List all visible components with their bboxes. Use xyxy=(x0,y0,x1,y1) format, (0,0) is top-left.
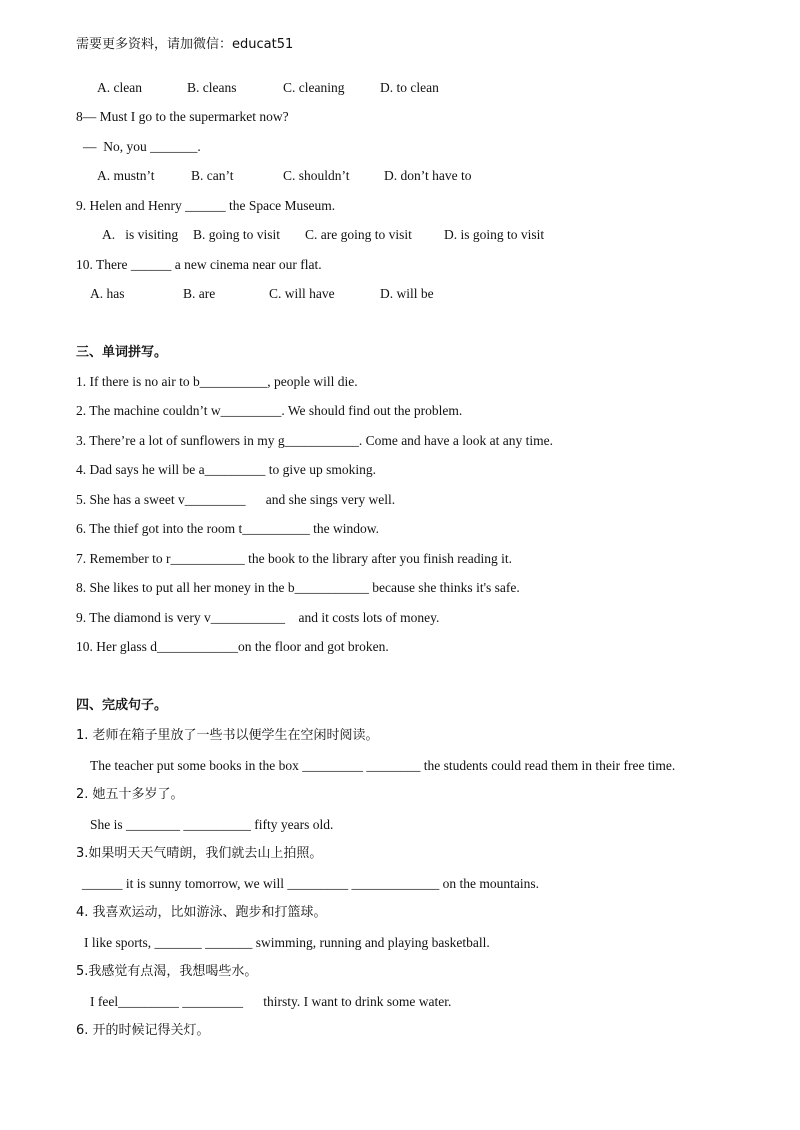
q10-option-b: B. are xyxy=(183,286,216,301)
spelling-item: 7. Remember to r___________ the book to the library after you finish reading it. xyxy=(76,551,513,566)
spelling-item: 2. The machine couldn’t w_________. We should find out the problem. xyxy=(76,403,463,418)
sentence-prompt-cn: 5.我感觉有点渴，我想喝些水。 xyxy=(76,964,258,979)
spelling-item: 3. There’re a lot of sunflowers in my g___________. Come and have a look at any time. xyxy=(76,433,554,448)
q9-option-a: A. is visiting xyxy=(102,227,179,242)
q10-option-a: A. has xyxy=(90,286,125,301)
sentence-fill-en: She is ________ __________ fifty years old. xyxy=(90,817,334,832)
sentence-fill-en: ______ it is sunny tomorrow, we will _________ _____________ on the mountains. xyxy=(82,876,539,891)
q9-option-c: C. are going to visit xyxy=(305,227,412,242)
spelling-item: 1. If there is no air to b__________, people will die. xyxy=(76,374,358,389)
q8-reply: — No, you _______. xyxy=(83,139,201,154)
page-header: 需要更多资料，请加微信：educat51 xyxy=(76,37,294,52)
section4-title: 四、完成句子。 xyxy=(76,698,168,713)
sentence-prompt-cn: 1. 老师在箱子里放了一些书以便学生在空闲时阅读。 xyxy=(76,728,379,743)
q9-stem: 9. Helen and Henry ______ the Space Museum. xyxy=(76,198,336,213)
q10-option-d: D. will be xyxy=(380,286,434,301)
sentence-fill-en: I like sports, _______ _______ swimming, running and playing basketball. xyxy=(84,935,490,950)
spelling-item: 9. The diamond is very v___________ and it costs lots of money. xyxy=(76,610,440,625)
sentence-fill-en: I feel_________ _________ thirsty. I want to drink some water. xyxy=(90,994,452,1009)
q8-option-b: B. can’t xyxy=(191,168,234,183)
sentence-prompt-cn: 6. 开的时候记得关灯。 xyxy=(76,1023,210,1038)
q10-stem: 10. There ______ a new cinema near our flat. xyxy=(76,257,322,272)
q7-option-b: B. cleans xyxy=(187,80,237,95)
spelling-item: 4. Dad says he will be a_________ to give up smoking. xyxy=(76,462,376,477)
section3-title: 三、单词拼写。 xyxy=(76,345,168,360)
q8-option-a: A. mustn’t xyxy=(97,168,155,183)
q9-option-b: B. going to visit xyxy=(193,227,281,242)
q8-stem: 8— Must I go to the supermarket now? xyxy=(76,109,289,124)
spelling-item: 6. The thief got into the room t__________ the window. xyxy=(76,521,379,536)
sentence-prompt-cn: 4. 我喜欢运动，比如游泳、跑步和打篮球。 xyxy=(76,905,327,920)
sentence-prompt-cn: 2. 她五十多岁了。 xyxy=(76,787,184,802)
q7-option-d: D. to clean xyxy=(380,80,439,95)
q8-option-c: C. shouldn’t xyxy=(283,168,350,183)
spelling-item: 10. Her glass d____________on the floor and got broken. xyxy=(76,639,389,654)
spelling-item: 8. She likes to put all her money in the b___________ because she thinks it's safe. xyxy=(76,580,520,595)
q9-option-d: D. is going to visit xyxy=(444,227,545,242)
q8-option-d: D. don’t have to xyxy=(384,168,472,183)
q10-option-c: C. will have xyxy=(269,286,335,301)
sentence-prompt-cn: 3.如果明天天气晴朗，我们就去山上拍照。 xyxy=(76,846,323,861)
q7-option-c: C. cleaning xyxy=(283,80,345,95)
q7-option-a: A. clean xyxy=(97,80,142,95)
sentence-fill-en: The teacher put some books in the box _________ ________ the students could read them in their free time. xyxy=(90,758,676,773)
spelling-item: 5. She has a sweet v_________ and she sings very well. xyxy=(76,492,396,507)
